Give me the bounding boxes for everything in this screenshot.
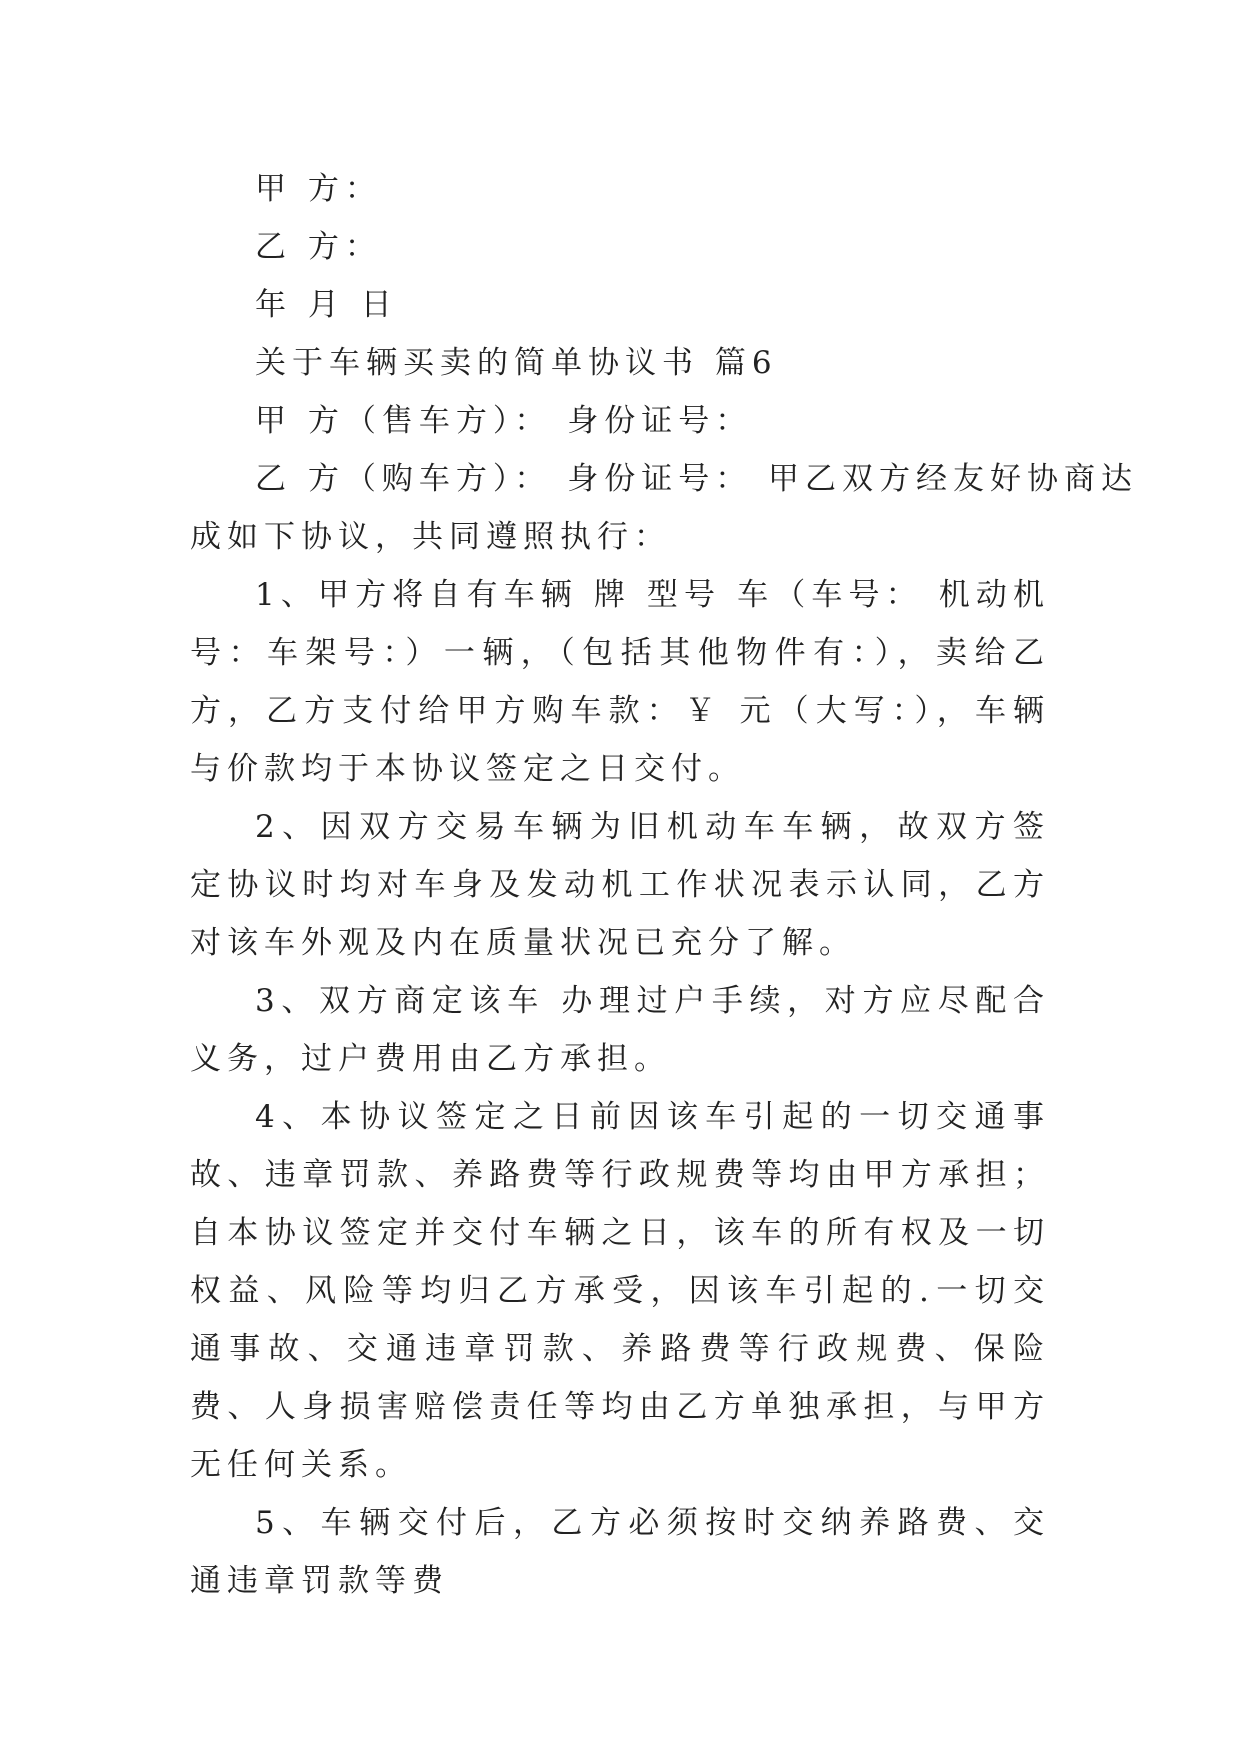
party-a-line: 甲 方：: [255, 171, 382, 207]
clause-5: 5、车辆交付后，乙方必须按时交纳养路费、交通违章罚款等费: [190, 1505, 1050, 1599]
document-body: [190, 160, 1139, 1610]
buyer-line-continued: 成如下协议，共同遵照执行：: [190, 519, 671, 555]
party-b-line: 乙 方：: [255, 229, 382, 265]
clause-2: 2、因双方交易车辆为旧机动车车辆，故双方签定协议时均对车身及发动机工作状况表示认同，乙方对该车外观及内在质量状况已充分了解。: [190, 809, 1050, 961]
section-title: 关于车辆买卖的简单协议书 篇6: [255, 345, 778, 381]
clause-1: 1、甲方将自有车辆 牌 型号 车（车号： 机动机号：车架号：）一辆，（包括其他物件有：），卖给乙方，乙方支付给甲方购车款：￥ 元（大写：），车辆与价款均于本协议签定之日交付。: [190, 577, 1050, 787]
clause-3: 3、双方商定该车 办理过户手续，对方应尽配合义务，过户费用由乙方承担。: [190, 983, 1050, 1077]
seller-line: 甲 方（售车方）： 身份证号：: [255, 403, 753, 439]
date-line: 年 月 日: [255, 287, 398, 323]
buyer-line: 乙 方（购车方）： 身份证号： 甲乙双方经友好协商达: [255, 461, 1139, 497]
clause-4: 4、本协议签定之日前因该车引起的一切交通事故、违章罚款、养路费等行政规费等均由甲方承担；自本协议签定并交付车辆之日，该车的所有权及一切权益、风险等均归乙方承受，因该车引起的.一切交通事故、交通违章罚款、养路费等行政规费、保险费、人身损害赔偿责任等均由乙方单独承担，与甲方无任何关系。: [190, 1099, 1050, 1483]
